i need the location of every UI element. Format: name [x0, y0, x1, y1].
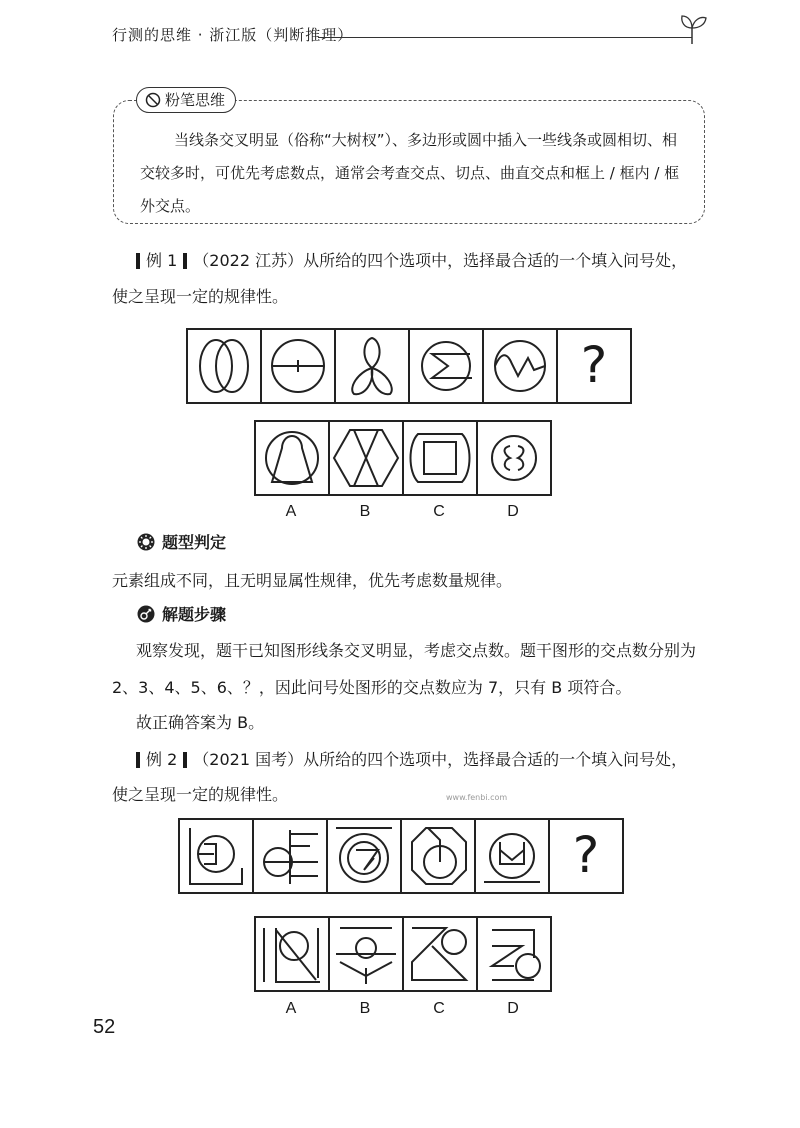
example-1-line2: 使之呈现一定的规律性。	[112, 287, 289, 306]
question-type-text: 元素组成不同，且无明显属性规律，优先考虑数量规律。	[112, 571, 513, 590]
rounded-square-with-rect-figure	[404, 422, 476, 494]
option2-a-label: A	[285, 1000, 297, 1017]
example-2-label: 例 2	[146, 750, 178, 769]
header-rule	[318, 37, 692, 38]
solution-steps-title: 解题步骤	[162, 605, 227, 624]
option-d-label: D	[507, 503, 519, 520]
corner-circle-figure	[478, 918, 550, 990]
key-icon	[136, 604, 156, 624]
bracket-bar	[136, 253, 140, 269]
stem2-question-cell	[548, 818, 624, 894]
option-b-figure[interactable]	[328, 420, 404, 496]
option-b-label: B	[359, 503, 371, 520]
grid-circle-figure	[254, 820, 326, 892]
solution-steps-heading	[136, 602, 226, 625]
question-mark: ?	[580, 336, 608, 394]
running-header: 行测的思维 · 浙江版（判断推理）	[112, 26, 354, 44]
stem2-figure-5	[474, 818, 550, 894]
example-1-heading	[136, 246, 687, 276]
question-type-title: 题型判定	[162, 533, 227, 552]
example-1-line1: 从所给的四个选项中，选择最合适的一个填入问号处，	[303, 251, 688, 270]
solution-answer: 故正确答案为 B。	[136, 713, 265, 732]
stem-figure-3	[334, 328, 410, 404]
circle-with-sigma-figure	[410, 330, 482, 402]
option2-b-label: B	[359, 1000, 371, 1017]
stem2-figure-3	[326, 818, 402, 894]
circle-in-circle-figure	[328, 820, 400, 892]
sun-icon	[136, 532, 156, 552]
example-2-source: （2021 国考）	[193, 750, 304, 769]
option-a-label: A	[285, 503, 297, 520]
circle-with-curls-figure	[478, 422, 550, 494]
option2-d-figure[interactable]	[476, 916, 552, 992]
faint-watermark: www.fenbi.com	[446, 793, 508, 802]
bracket-bar	[183, 752, 187, 768]
example-2-options-row	[254, 916, 552, 992]
sprout-icon	[680, 10, 708, 44]
stem-figure-4	[408, 328, 484, 404]
example-2-option-labels	[254, 1000, 550, 1018]
option2-a-figure[interactable]	[254, 916, 330, 992]
tip-text: 当线条交叉明显（俗称“大树杈”）、多边形或圆中插入一些线条或圆相切、相交较多时，可优先考虑数点，通常会考查交点、切点、曲直交点和框上 / 框内 / 框外交点。	[140, 131, 680, 215]
circle-with-cross-figure	[262, 330, 334, 402]
circle-with-triangle-figure	[256, 422, 328, 494]
example-2-line1: 从所给的四个选项中，选择最合适的一个填入问号处，	[303, 750, 688, 769]
circle-arrow-figure	[476, 820, 548, 892]
bracket-bar	[136, 752, 140, 768]
stem-question-cell	[556, 328, 632, 404]
stem-figure-5	[482, 328, 558, 404]
page-number: 52	[93, 1016, 116, 1038]
question-mark: ?	[572, 826, 600, 884]
example-2-line2: 使之呈现一定的规律性。	[112, 785, 289, 804]
stem2-figure-1	[178, 818, 254, 894]
example-1-source: （2022 江苏）	[193, 251, 304, 270]
solution-line1: 观察发现，题干已知图形线条交叉明显，考虑交点数。题干图形的交点数分别为	[136, 641, 697, 660]
example-2-heading	[136, 745, 687, 775]
option-a-figure[interactable]	[254, 420, 330, 496]
circle-with-wave-figure	[484, 330, 556, 402]
bracket-bar	[183, 253, 187, 269]
octagon-circle-figure	[402, 820, 474, 892]
option2-c-figure[interactable]	[402, 916, 478, 992]
example-1-option-labels	[254, 503, 550, 521]
stem-figure-2	[260, 328, 336, 404]
stem-figure-1	[186, 328, 262, 404]
option2-c-label: C	[433, 1000, 445, 1017]
option2-b-figure[interactable]	[328, 916, 404, 992]
hexagon-with-zigzag-figure	[330, 422, 402, 494]
example-1-options-row	[254, 420, 552, 496]
trefoil-figure	[336, 330, 408, 402]
two-overlapping-ovals-figure	[188, 330, 260, 402]
bracket-circle-figure	[180, 820, 252, 892]
z-square-circle-figure	[404, 918, 476, 990]
option-c-figure[interactable]	[402, 420, 478, 496]
tip-tag	[136, 87, 236, 113]
example-2-stem-row	[178, 818, 624, 894]
solution-line2: 2、3、4、5、6、？，因此问号处图形的交点数应为 7，只有 B 项符合。	[112, 678, 632, 697]
option-c-label: C	[433, 503, 445, 520]
example-1-stem-row	[186, 328, 632, 404]
stem2-figure-2	[252, 818, 328, 894]
option2-d-label: D	[507, 1000, 519, 1017]
bracket-diagonal-figure	[256, 918, 328, 990]
tip-tag-label: 粉笔思维	[165, 91, 226, 109]
stem2-figure-4	[400, 818, 476, 894]
circle-chevron-figure	[330, 918, 402, 990]
question-type-heading	[136, 530, 226, 553]
no-pencil-icon	[145, 92, 161, 108]
example-1-label: 例 1	[146, 251, 178, 270]
option-d-figure[interactable]	[476, 420, 552, 496]
